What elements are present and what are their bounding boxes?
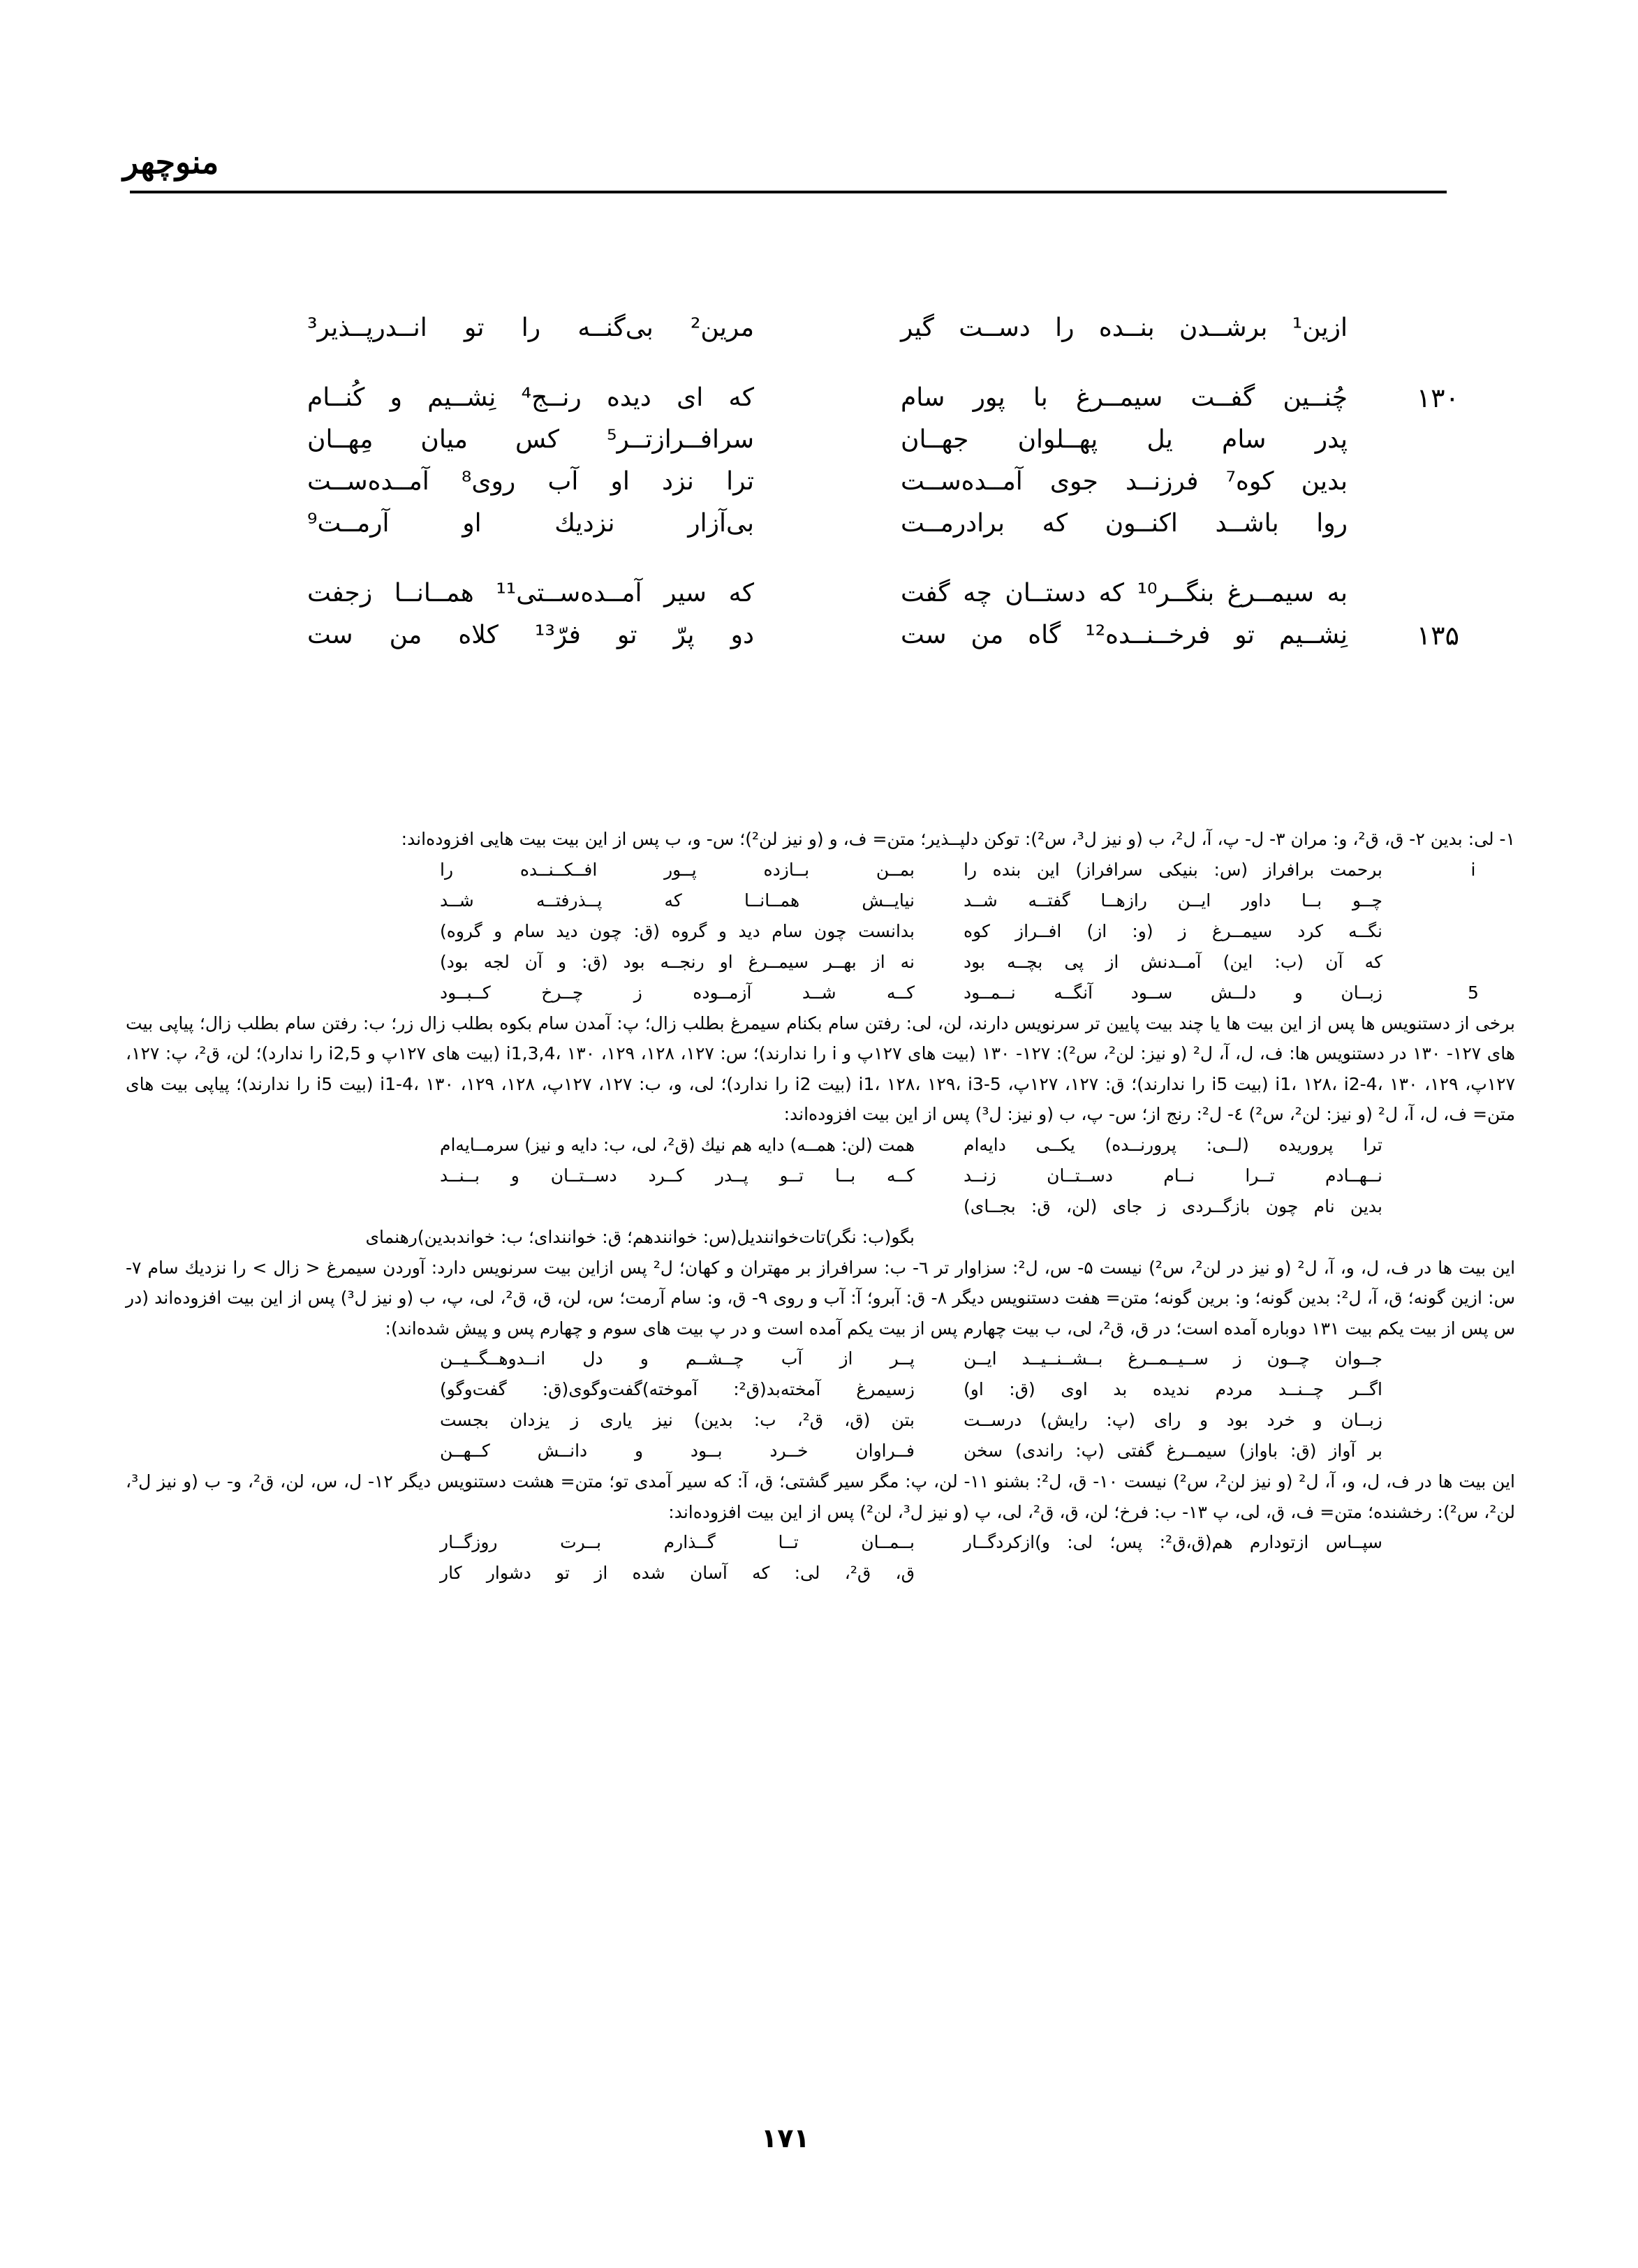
hemistich-first: زبــان و دلــش ســود آنگــه نــمــود (964, 982, 1382, 1003)
running-title: منوچهر (123, 143, 219, 181)
footnote-paragraph: ۱- لی: بدین ۲- ق، ق²، و: مران ۳- ل- پ، آ، ل²، ب (و نیز ل³، س²): توکن دلپــذیر؛ متن= ف، و (و نیز لن²)؛ س- و، ب پس از این بیت بیت هایی افزوده‌اند: (401, 829, 1515, 849)
added-verse (126, 1527, 1515, 1558)
hemistich-second: سرافــرازتــر⁵ کس میان مِهــان (307, 425, 754, 454)
hemistich-second: بتن (ق، ق²، ب: بدین) نیز یاری ز یزدان بجست (440, 1410, 915, 1430)
hemistich-second: بی‌آزار نزدیك او آرمــت⁹ (307, 509, 754, 538)
verse-line (230, 377, 1459, 419)
footnotes (126, 824, 1515, 1589)
hemistich-first: ترا پروریده (لــی: پرورنــده) یکــی دایه‌ام (964, 1134, 1382, 1155)
hemistich-first: جــوان چــون ز ســیــمــرغ بــشــنــیــد ایــن (964, 1348, 1382, 1369)
added-verse-continuation (126, 1222, 1515, 1253)
main-poem (230, 307, 1459, 684)
hemistich-first: چُنــین گفــت سیمــرغ با پور سام (901, 383, 1348, 412)
hemistich-first: سپــاس ازتودارم هم(ق،ق²: پس؛ لی: و)ازکردگــار (964, 1532, 1382, 1552)
verse-line (230, 419, 1459, 461)
added-verses-block (126, 1130, 1515, 1253)
verse-label: 5 (1468, 982, 1479, 1003)
hemistich-second: بــمــان تــا گــذارم بــرت روزگــار (440, 1532, 915, 1552)
hemistich-second: دو پرّ تو فرّ¹³ کلاه من ست (307, 621, 754, 649)
added-verse-variant (126, 1558, 1515, 1589)
hemistich-first: نــهــادم تــرا نــام دســتــان زنــد (964, 1165, 1382, 1186)
added-verse (126, 885, 1515, 916)
hemistich-first: بدین کوه⁷ فرزنــد جوی آمــده‌ســت (901, 467, 1348, 496)
variant-reading: ق، ق²، لی: که آسان شده از تو دشوار کار (440, 1563, 915, 1583)
footnote-paragraph: برخی از دستنویس ها پس از این بیت ها یا چند بیت پایین تر سرنویس دارند، لن، لی: رفتن سام بکنام سیمرغ بطلب زال؛ پ: آمدن سام بکوه بطلب زال زر؛ ب: رفتن سام بطلب زال؛ پیاپی بیت های ۱۲۷- ۱۳۰ در دستنویس ها: ف، ل، آ، ل² (و نیز: لن²، س²): ۱۲۷- ۱۳۰ (بیت های ۱۲۷پ و i را ندارند)؛ س: ۱۲۷، ۱۲۸، ۱۲۹، i1,3,4، ۱۳۰ (بیت های ۱۲۷پ و i2,5 را ندارد)؛ لن، ق²، پ: ۱۲۷، ۱۲۷پ، ۱۲۹، i1، ۱۲۸، i2-4، ۱۳۰ (بیت i5 را ندارند)؛ ق: ۱۲۷، ۱۲۷پ، i1، ۱۲۸، ۱۲۹، i3-5 (بیت i2 را ندارد)؛ لی، و، ب: ۱۲۷، ۱۲۷پ، ۱۲۸، ۱۲۹، i1-4، ۱۳۰ (بیت i5 را ندارند)؛ پیاپی بیت های متن= ف، ل، آ، ل² (و نیز: لن²، س²) ٤- ل²: رنج از؛ س- پ، ب (و نیز: ل³) پس از این بیت افزوده‌اند: (126, 1012, 1516, 1124)
footnote-paragraph: این بیت ها در ف، ل، و، آ، ل² (و نیز در لن²، س²) نیست ۵- س، ل²: سزاوار تر ٦- ب: سرافراز بر مهتران و کهان؛ ل² پس ازاین بیت سرنویس دارد: آوردن سیمرغ < زال > را نزدیك سام ۷- س: ازین گونه؛ ق، آ، ل²: بدین گونه؛ و: برین گونه؛ متن= هفت دستنویس دیگر ۸- ق: آبرو؛ آ: آب و روی ۹- ق، و: سام آرمت؛ س، لن، ق، ق²، لی، پ، ب (و نیز ل³) پس از این بیت افزوده‌اند (در س پس از بیت یکم بیت ۱۳۱ دوباره آمده است؛ در ق، ق²، لی، ب بیت چهارم پس از بیت یکم آمده است و در پ بیت های سوم و چهارم پس و پیش شده‌اند): (126, 1257, 1516, 1339)
hemistich-first: ازین¹ برشــدن بنــده را دســت گیر (901, 314, 1348, 342)
hemistich-second: همت (لن: همــه) دایه هم نیك (ق²، لی، ب: دایه و نیز) سرمــایه‌ام (440, 1134, 915, 1155)
hemistich-second: پــر از آب چــشــم و دل انــدوهــگــیــن (440, 1348, 915, 1369)
added-verse (126, 947, 1515, 978)
hemistich-second: فــراوان خــرد بــود و دانــش کــهــن (440, 1441, 915, 1461)
verse-number: ۱۳۰ (1416, 383, 1459, 413)
added-verse (126, 1191, 1515, 1222)
verse-line (230, 573, 1459, 614)
added-verse (126, 916, 1515, 947)
verse-line (230, 503, 1459, 545)
page-number: ۱۷۱ (761, 2123, 810, 2153)
hemistich-first: به سیمــرغ بنگــر¹⁰ که دستــان چه گفت (901, 579, 1348, 608)
footnote-paragraph: این بیت ها در ف، ل، و، آ، ل² (و نیز لن²، س²) نیست ۱۰- ق، ل²: بشنو ۱۱- لن، پ: مگر سیر گشتی؛ ق، آ: که سیر آمدی تو؛ متن= هشت دستنویس دیگر ۱۲- ل، س، لن، ق²، و- ب (و نیز ل³، لن²، س²): رخشنده؛ متن= ف، ق، لی، پ ۱۳- ب: فرخ؛ لن، ق، ق²، لی، پ (و نیز ل³، لن²) پس از این بیت افزوده‌اند: (126, 1471, 1515, 1522)
hemistich-second: زسیمرغ آمخته‌بد(ق²: آموخته)گفت‌وگوی(ق: گفت‌وگو) (440, 1379, 915, 1399)
hemistich-first: برحمت برافراز (س: بنیکی سرافراز) این بنده را (964, 859, 1382, 880)
added-verse (126, 1161, 1515, 1191)
hemistich-second: بدانست چون سام دید و گروه (ق: چون دید سام و گروه) (440, 920, 915, 941)
hemistich-first: اگــر چــنــد مردم ندیده بد اوی (ق: او) (964, 1379, 1382, 1399)
verse-line (230, 307, 1459, 349)
hemistich-second: بگو(ب: نگر)تات‌خوانندیل(س: خوانندهم؛ ق: خوانندای؛ ب: خواندبدین)رهنمای (365, 1226, 915, 1247)
stanza (230, 573, 1459, 656)
verse-line (230, 461, 1459, 503)
hemistich-first: پدر سام یل پهــلوان جهــان (901, 425, 1348, 454)
header-rule (130, 191, 1447, 193)
verse-label: i (1470, 859, 1476, 880)
hemistich-second: نیایــش همــانــا که پــذرفتــه شــد (440, 890, 915, 911)
hemistich-second: کــه شــد آزمــوده ز چــرخ کــبــود (440, 982, 915, 1003)
stanza (230, 377, 1459, 545)
added-verses-block (126, 1527, 1515, 1589)
hemistich-first: بدین نام چون بازگــردی ز جای (لن، ق: بجــای) (964, 1195, 1382, 1216)
hemistich-second: نه از بهــر سیمــرغ او رنجــه بود (ق: و آن لجه بود) (440, 951, 915, 972)
verse-line (230, 614, 1459, 656)
added-verse (126, 1405, 1515, 1436)
hemistich-first: نگــه کرد سیمــرغ ز (و: از) افــراز کوه (964, 920, 1382, 941)
added-verse (126, 1374, 1515, 1405)
added-verse (126, 1436, 1515, 1466)
hemistich-first: نِشــیم تو فرخــنــده¹² گاه من ست (901, 621, 1348, 649)
hemistich-second: که سیر آمــده‌ســتی¹¹ همــانــا زجفت (307, 579, 755, 608)
hemistich-first: چــو بــا داور ایــن رازهــا گفتــه شــد (964, 890, 1382, 911)
hemistich-first: که آن (ب: این) آمــدنش از پی بچــه بود (964, 951, 1382, 972)
added-verse (126, 978, 1515, 1008)
hemistich-first: زبــان و خرد بود و رای (پ: رایش) درســت (964, 1410, 1382, 1430)
verse-number: ۱۳۵ (1416, 620, 1459, 651)
hemistich-second: کــه بــا تــو پــدر کــرد دســتــان و بــنــد (440, 1165, 915, 1186)
hemistich-first: روا باشــد اکنــون که برادرمــت (901, 509, 1348, 538)
hemistich-second: بمــن بــازده پــور افــکــنــده را (440, 859, 915, 880)
hemistich-second: مرین² بی‌گنــه را تو انــدرپــذیر³ (307, 314, 754, 342)
added-verse (126, 1343, 1515, 1374)
added-verses-block (126, 855, 1515, 1008)
added-verses-block (126, 1343, 1515, 1466)
hemistich-second: ترا نزد او آب روی⁸ آمــده‌ســت (307, 467, 754, 496)
hemistich-second: که ای دیده رنــج⁴ نِشــیم و کُنــام (307, 383, 754, 412)
added-verse (126, 855, 1515, 885)
stanza (230, 307, 1459, 349)
added-verse (126, 1130, 1515, 1161)
hemistich-first: بر آواز (ق: باواز) سیمــرغ گفتی (پ: راندی) سخن (964, 1441, 1382, 1461)
